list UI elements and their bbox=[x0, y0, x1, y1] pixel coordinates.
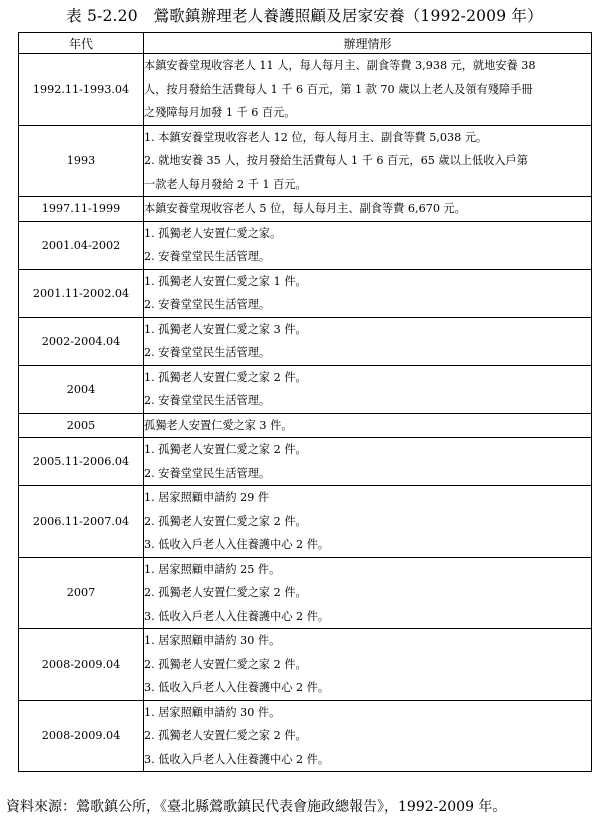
status-line: 2. 孤獨老人安置仁愛之家 2 件。 bbox=[144, 586, 307, 599]
status-line: 3. 低收入戶老人入住養護中心 2 件。 bbox=[144, 538, 330, 551]
records-table bbox=[18, 32, 592, 772]
status-line: 2. 孤獨老人安置仁愛之家 2 件。 bbox=[144, 729, 307, 742]
status-line: 1. 孤獨老人安置仁愛之家 3 件。 bbox=[144, 322, 307, 336]
period-cell: 2008-2009.04 bbox=[19, 629, 144, 701]
header-row bbox=[19, 33, 592, 54]
table-row bbox=[19, 125, 592, 197]
table-row bbox=[19, 269, 592, 317]
table-body bbox=[19, 54, 592, 772]
status-line: 2. 安養堂堂民生活管理。 bbox=[144, 346, 271, 359]
table-row bbox=[19, 413, 592, 438]
status-cell bbox=[144, 365, 592, 413]
table-row bbox=[19, 629, 592, 701]
status-cell bbox=[144, 700, 592, 772]
table-row bbox=[19, 365, 592, 413]
period-cell: 2001.04-2002 bbox=[19, 221, 144, 269]
status-line: 1. 居家照顧申請約 29 件 bbox=[144, 491, 270, 504]
table-row bbox=[19, 486, 592, 558]
status-cell bbox=[144, 197, 592, 222]
status-line: 1. 居家照顧申請約 30 件。 bbox=[144, 634, 281, 647]
header-status: 辦理情形 bbox=[144, 33, 592, 54]
period-cell: 2007 bbox=[19, 557, 144, 629]
period-cell: 2004 bbox=[19, 365, 144, 413]
status-line: 2. 孤獨老人安置仁愛之家 2 件。 bbox=[144, 514, 307, 528]
status-line: 之殘障每月加發 1 千 6 百元。 bbox=[144, 106, 296, 119]
status-line: 本鎮安養堂現收容老人 11 人，每人每月主、副食等費 3,938 元，就地安養 38 bbox=[144, 59, 536, 72]
status-cell bbox=[144, 413, 592, 438]
status-line: 3. 低收入戶老人入住養護中心 2 件。 bbox=[144, 752, 330, 766]
table-row bbox=[19, 197, 592, 222]
status-line: 3. 低收入戶老人入住養護中心 2 件。 bbox=[144, 609, 330, 623]
status-line: 人，按月發給生活費每人 1 千 6 百元，第 1 款 70 歲以上老人及領有殘障手冊 bbox=[144, 82, 533, 96]
table-row bbox=[19, 221, 592, 269]
period-cell: 2005.11-2006.04 bbox=[19, 438, 144, 486]
status-line: 2. 安養堂堂民生活管理。 bbox=[144, 466, 271, 480]
status-line: 1. 孤獨老人安置仁愛之家 2 件。 bbox=[144, 370, 307, 384]
header-period: 年代 bbox=[19, 33, 144, 54]
status-line: 1. 孤獨老人安置仁愛之家。 bbox=[144, 226, 282, 240]
period-cell: 2001.11-2002.04 bbox=[19, 269, 144, 317]
status-line: 2. 安養堂堂民生活管理。 bbox=[144, 298, 271, 311]
status-line: 1. 居家照顧申請約 30 件。 bbox=[144, 705, 281, 719]
status-cell bbox=[144, 269, 592, 317]
table-row bbox=[19, 700, 592, 772]
table-row bbox=[19, 317, 592, 365]
status-cell bbox=[144, 54, 592, 126]
period-cell: 1997.11-1999 bbox=[19, 197, 144, 222]
status-cell bbox=[144, 125, 592, 197]
period-cell: 2008-2009.04 bbox=[19, 700, 144, 772]
period-cell: 2002-2004.04 bbox=[19, 317, 144, 365]
status-line: 1. 孤獨老人安置仁愛之家 2 件。 bbox=[144, 443, 307, 456]
status-line: 1. 居家照顧申請約 25 件。 bbox=[144, 562, 281, 576]
status-cell bbox=[144, 221, 592, 269]
status-cell bbox=[144, 629, 592, 701]
table-title: 表 5-2.20 鶯歌鎮辦理老人養護照顧及居家安養（1992-2009 年） bbox=[66, 7, 543, 25]
period-cell: 2006.11-2007.04 bbox=[19, 486, 144, 558]
period-cell: 1992.11-1993.04 bbox=[19, 54, 144, 126]
status-line: 本鎮安養堂現收容老人 5 位，每人每月主、副食等費 6,670 元。 bbox=[144, 202, 466, 215]
status-line: 3. 低收入戶老人入住養護中心 2 件。 bbox=[144, 681, 330, 694]
status-line: 2. 安養堂堂民生活管理。 bbox=[144, 394, 271, 407]
status-line: 2. 孤獨老人安置仁愛之家 2 件。 bbox=[144, 657, 307, 671]
status-line: 1. 孤獨老人安置仁愛之家 1 件。 bbox=[144, 274, 307, 288]
status-cell bbox=[144, 557, 592, 629]
source-note: 資料來源：鶯歌鎮公所，《臺北縣鶯歌鎮民代表會施政總報告》，1992-2009 年。 bbox=[6, 799, 507, 815]
status-line: 1. 本鎮安養堂現收容老人 12 位，每人每月主、副食等費 5,038 元。 bbox=[144, 130, 488, 144]
status-line: 2. 安養堂堂民生活管理。 bbox=[144, 250, 271, 263]
table-row bbox=[19, 557, 592, 629]
status-cell bbox=[144, 317, 592, 365]
status-line: 孤獨老人安置仁愛之家 3 件。 bbox=[144, 418, 293, 432]
status-cell bbox=[144, 438, 592, 486]
period-cell: 2005 bbox=[19, 413, 144, 438]
table-row bbox=[19, 438, 592, 486]
period-cell: 1993 bbox=[19, 125, 144, 197]
status-line: 2. 就地安養 35 人，按月發給生活費每人 1 千 6 百元，65 歲以上低收入戶第 bbox=[144, 154, 528, 167]
status-cell bbox=[144, 486, 592, 558]
table-row bbox=[19, 54, 592, 126]
status-line: 一款老人每月發給 2 千 1 百元。 bbox=[144, 177, 307, 191]
